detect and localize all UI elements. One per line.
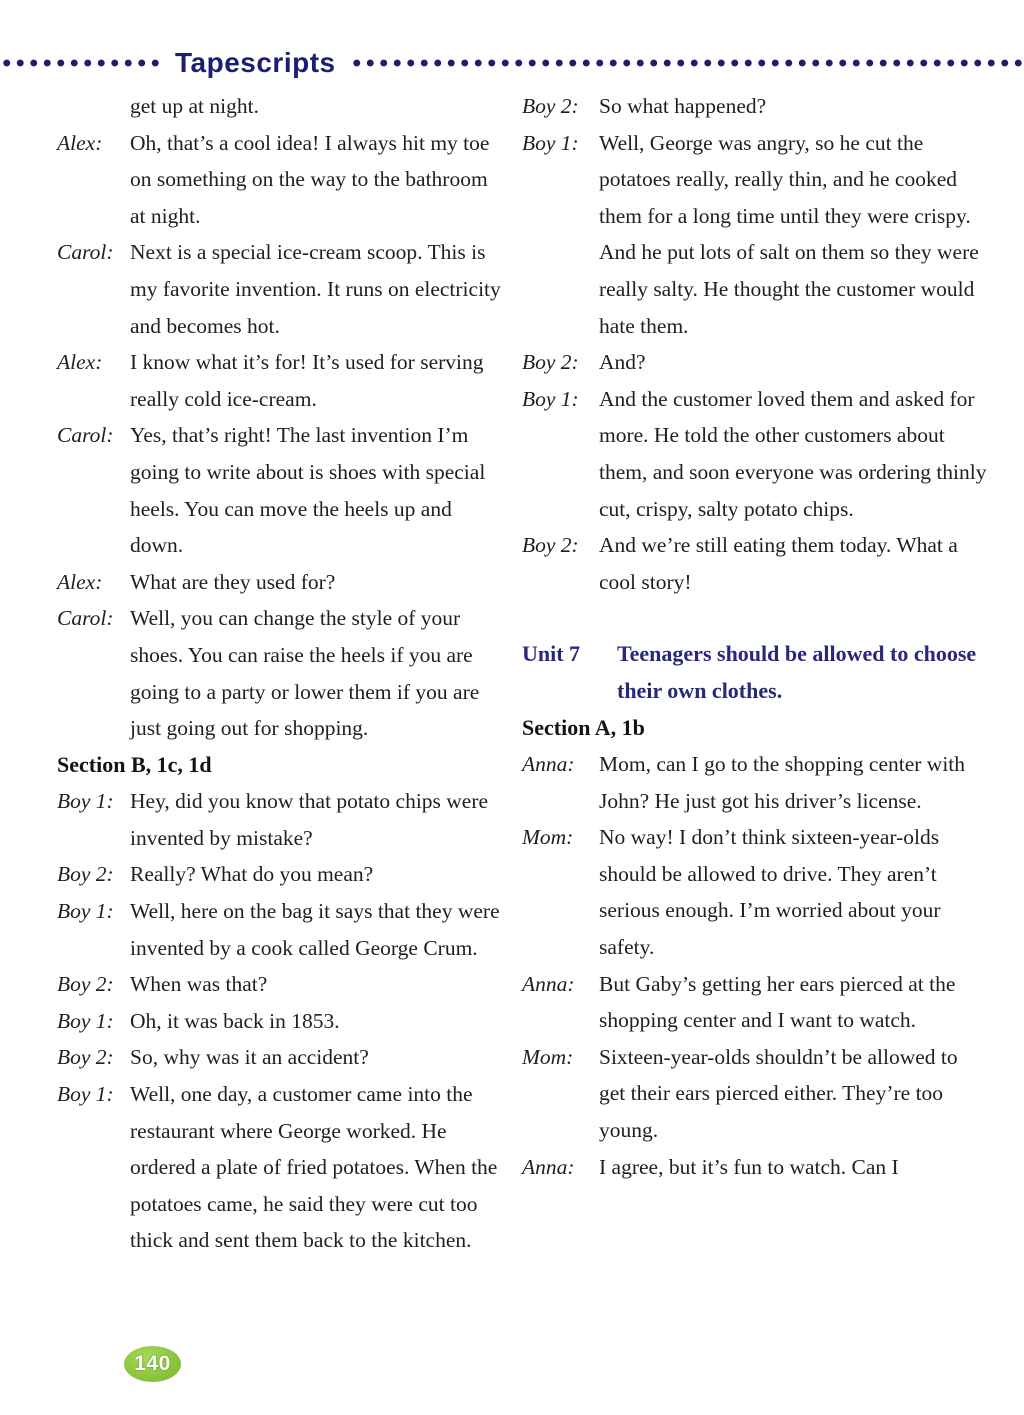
- speaker-label: Alex:: [57, 350, 103, 375]
- dialogue-text: So what happened?: [599, 94, 767, 118]
- dialogue-entry: [57, 417, 505, 563]
- dialogue-text: Mom, can I go to the shopping center with John? He just got his driver’s license.: [599, 752, 966, 813]
- speaker-label: Anna:: [522, 752, 575, 777]
- dialogue-text: Hey, did you know that potato chips were invented by mistake?: [130, 789, 489, 850]
- dotted-line-left: [0, 58, 163, 68]
- unit-number: Unit 7: [522, 641, 581, 667]
- dialogue-text: Oh, it was back in 1853.: [130, 1008, 340, 1033]
- speaker-label: Boy 2:: [57, 972, 114, 997]
- dialogue-text: Well, one day, a customer came into the restaurant where George worked. He ordered a plate of fried potatoes. When the potatoes came, he said they were cut too thick and sent them back to the kitchen.: [130, 1082, 498, 1253]
- dialogue-entry: [522, 819, 988, 965]
- dialogue-text: When was that?: [130, 972, 268, 997]
- dialogue-text: Next is a special ice-cream scoop. This is my favorite invention. It runs on electricity and becomes hot.: [130, 240, 501, 338]
- dialogue-entry: [522, 381, 988, 527]
- dialogue-entry: [57, 600, 505, 746]
- dialogue-text: No way! I don’t think sixteen-year-olds should be allowed to drive. They aren’t serious enough. I’m worried about your safety.: [599, 825, 941, 960]
- dialogue-text: Well, you can change the style of your shoes. You can raise the heels if you are going to a party or lower them if you are just going out for shopping.: [130, 606, 480, 741]
- dialogue-text: Really? What do you mean?: [130, 862, 374, 887]
- dialogue-text: get up at night.: [130, 94, 259, 118]
- dialogue-entry: [57, 234, 505, 344]
- dialogue-text: I know what it’s for! It’s used for serving really cold ice-cream.: [130, 350, 484, 411]
- speaker-label: Carol:: [57, 240, 114, 265]
- dialogue-text: I agree, but it’s fun to watch. Can I: [599, 1154, 899, 1179]
- dialogue-entry: [522, 966, 988, 1039]
- speaker-label: Boy 2:: [522, 350, 579, 375]
- dialogue-entry: [57, 88, 505, 125]
- section-heading: Section A, 1b: [522, 714, 645, 740]
- dialogue-text: Yes, that’s right! The last invention I’m going to write about is shoes with special heels. You can move the heels up and down.: [130, 423, 486, 558]
- page-number: 140: [134, 1352, 171, 1375]
- dialogue-entry: [57, 125, 505, 235]
- speaker-label: Carol:: [57, 606, 114, 631]
- dialogue-text: But Gaby’s getting her ears pierced at the shopping center and I want to watch.: [599, 971, 956, 1033]
- speaker-label: Boy 2:: [522, 533, 579, 558]
- dialogue-entry: [522, 527, 988, 600]
- section-heading: Section B, 1c, 1d: [57, 751, 212, 777]
- right-column: [522, 88, 988, 1185]
- dialogue-entry: [57, 893, 505, 966]
- dialogue-entry: [57, 1039, 505, 1076]
- page-header: [0, 46, 1024, 80]
- dialogue-entry: [522, 125, 988, 345]
- dialogue-entry: [522, 344, 988, 381]
- speaker-label: Boy 1:: [57, 789, 114, 814]
- page-number-badge: [124, 1346, 181, 1382]
- speaker-label: Alex:: [57, 130, 103, 155]
- speaker-label: Boy 1:: [522, 130, 579, 155]
- speaker-label: Mom:: [522, 825, 574, 850]
- speaker-label: Anna:: [522, 971, 575, 996]
- speaker-label: Alex:: [57, 569, 103, 594]
- speaker-label: Boy 2:: [57, 1045, 114, 1070]
- dialogue-entry: [57, 564, 505, 601]
- speaker-label: Boy 1:: [57, 1008, 114, 1033]
- dialogue-entry: [57, 344, 505, 417]
- speaker-label: Boy 1:: [57, 1082, 114, 1107]
- dialogue-entry: [57, 783, 505, 856]
- dialogue-entry: [57, 1076, 505, 1259]
- unit-title: Teenagers should be allowed to choose their own clothes.: [617, 641, 977, 703]
- left-column: [57, 88, 505, 1259]
- dialogue-text: So, why was it an accident?: [130, 1045, 369, 1070]
- dialogue-text: Oh, that’s a cool idea! I always hit my toe on something on the way to the bathroom at night.: [130, 130, 490, 228]
- dialogue-entry: [522, 88, 988, 125]
- dialogue-entry: [522, 1149, 988, 1186]
- speaker-label: Carol:: [57, 423, 114, 448]
- page-title: Tapescripts: [175, 47, 336, 78]
- dialogue-entry: [522, 1039, 988, 1149]
- dialogue-entry: [57, 966, 505, 1003]
- dialogue-text: And?: [599, 350, 646, 375]
- dialogue-text: And we’re still eating them today. What a cool story!: [599, 533, 958, 594]
- dialogue-text: Well, here on the bag it says that they were invented by a cook called George Crum.: [130, 899, 500, 960]
- dialogue-entry: [57, 1003, 505, 1040]
- dialogue-entry: [57, 856, 505, 893]
- dialogue-text: And the customer loved them and asked for more. He told the other customers about them, and soon everyone was ordering thinly cut, crispy, salty potato chips.: [599, 386, 987, 521]
- speaker-label: Anna:: [522, 1154, 575, 1179]
- speaker-label: Boy 1:: [57, 899, 114, 924]
- dialogue-entry: [522, 746, 988, 819]
- speaker-label: Boy 1:: [522, 386, 579, 411]
- dotted-line-right: [350, 58, 1024, 68]
- unit-heading: [522, 636, 988, 709]
- speaker-label: Mom:: [522, 1044, 574, 1069]
- speaker-label: Boy 2:: [57, 862, 114, 887]
- dialogue-text: What are they used for?: [130, 569, 336, 594]
- dialogue-text: Well, George was angry, so he cut the potatoes really, really thin, and he cooked them for a long time until they were crispy. And he put lots of salt on them so they were really salty. He thought the customer would hate them.: [599, 130, 979, 338]
- dialogue-text: Sixteen-year-olds shouldn’t be allowed to get their ears pierced either. They’re too young.: [599, 1044, 958, 1143]
- speaker-label: Boy 2:: [522, 94, 579, 118]
